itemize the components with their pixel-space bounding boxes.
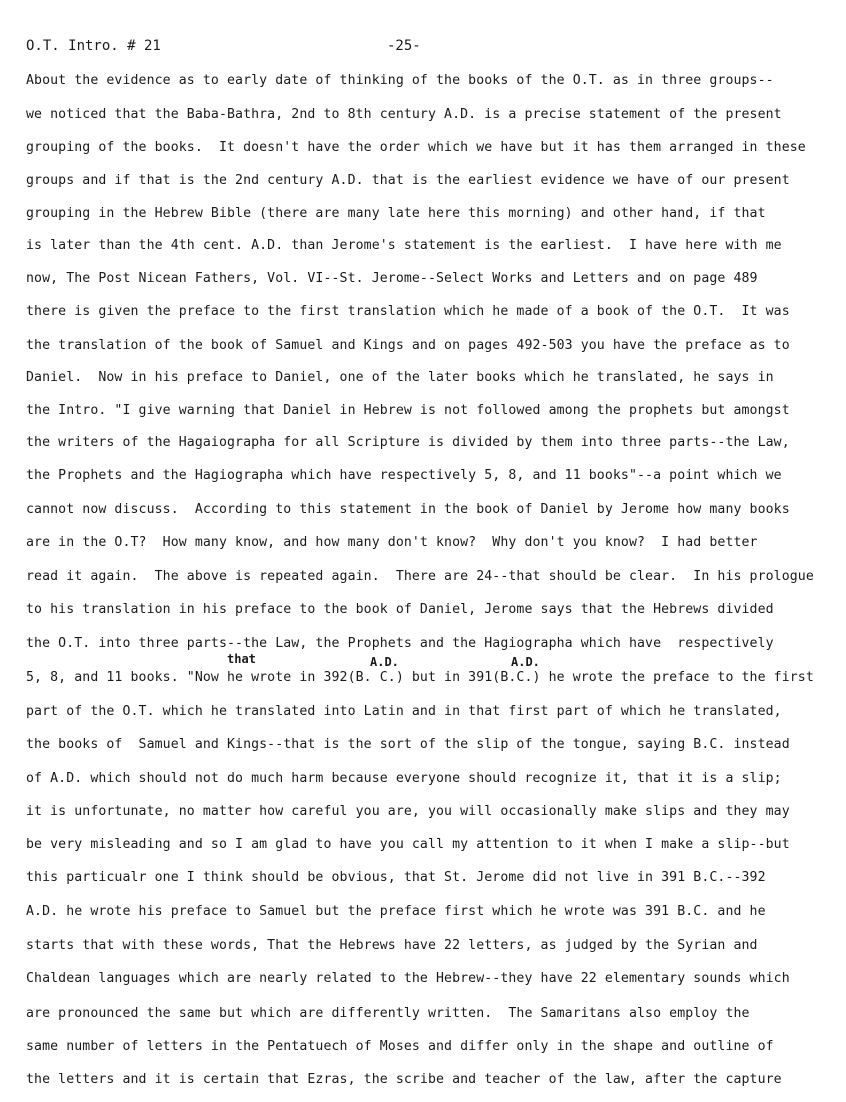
- text-line: starts that with these words, That the Hebrews have 22 letters, as judged by the Syrian and: [26, 938, 758, 953]
- text-line: the translation of the book of Samuel and Kings and on pages 492-503 you have the preface as to: [26, 338, 790, 353]
- text-line: 5, 8, and 11 books. "Now he wrote in 392(B. C.) but in 391(B.C.) he wrote the preface to the first: [26, 670, 814, 685]
- text-line: the letters and it is certain that Ezras, the scribe and teacher of the law, after the capture: [26, 1072, 782, 1087]
- text-line: Chaldean languages which are nearly related to the Hebrew--they have 22 elementary sounds which: [26, 971, 790, 986]
- text-line: the Intro. "I give warning that Daniel in Hebrew is not followed among the prophets but amongst: [26, 403, 790, 418]
- text-line: the books of Samuel and Kings--that is the sort of the slip of the tongue, saying B.C. instead: [26, 737, 790, 752]
- text-line: we noticed that the Baba-Bathra, 2nd to 8th century A.D. is a precise statement of the present: [26, 107, 782, 122]
- text-line: About the evidence as to early date of thinking of the books of the O.T. as in three groups--: [26, 73, 774, 88]
- document-header-title: O.T. Intro. # 21: [26, 38, 161, 54]
- handwritten-insertion: that: [227, 652, 256, 666]
- text-line: it is unfortunate, no matter how careful you are, you will occasionally make slips and they may: [26, 804, 790, 819]
- text-line: cannot now discuss. According to this statement in the book of Daniel by Jerome how many books: [26, 502, 790, 517]
- page-number: -25-: [387, 38, 421, 54]
- text-line: this particualr one I think should be obvious, that St. Jerome did not live in 391 B.C.--392: [26, 870, 766, 885]
- text-line: same number of letters in the Pentatuech of Moses and differ only in the shape and outline of: [26, 1039, 774, 1054]
- text-line: now, The Post Nicean Fathers, Vol. VI--St. Jerome--Select Works and Letters and on page 489: [26, 271, 758, 286]
- text-line: be very misleading and so I am glad to have you call my attention to it when I make a slip--but: [26, 837, 790, 852]
- text-line: Daniel. Now in his preface to Daniel, one of the later books which he translated, he says in: [26, 370, 774, 385]
- text-line: read it again. The above is repeated again. There are 24--that should be clear. In his prologue: [26, 569, 814, 584]
- text-line: the O.T. into three parts--the Law, the Prophets and the Hagiographa which have respectively: [26, 636, 774, 651]
- text-line: part of the O.T. which he translated into Latin and in that first part of which he translated,: [26, 704, 782, 719]
- text-line: are in the O.T? How many know, and how many don't know? Why don't you know? I had better: [26, 535, 758, 550]
- text-line: are pronounced the same but which are differently written. The Samaritans also employ the: [26, 1006, 750, 1021]
- text-line: to his translation in his preface to the book of Daniel, Jerome says that the Hebrews divided: [26, 602, 774, 617]
- text-line: grouping in the Hebrew Bible (there are many late here this morning) and other hand, if that: [26, 206, 766, 221]
- text-line: the Prophets and the Hagiographa which have respectively 5, 8, and 11 books"--a point which we: [26, 468, 782, 483]
- text-line: groups and if that is the 2nd century A.D. that is the earliest evidence we have of our present: [26, 173, 790, 188]
- text-line: the writers of the Hagaiographa for all Scripture is divided by them into three parts--the Law,: [26, 435, 790, 450]
- text-line: grouping of the books. It doesn't have the order which we have but it has them arranged in these: [26, 140, 806, 155]
- handwritten-insertion: A.D.: [511, 655, 540, 669]
- text-line: of A.D. which should not do much harm because everyone should recognize it, that it is a slip;: [26, 771, 782, 786]
- text-line: there is given the preface to the first translation which he made of a book of the O.T. It was: [26, 304, 790, 319]
- text-line: is later than the 4th cent. A.D. than Jerome's statement is the earliest. I have here with me: [26, 238, 782, 253]
- handwritten-insertion: A.D.: [370, 655, 399, 669]
- text-line: A.D. he wrote his preface to Samuel but the preface first which he wrote was 391 B.C. and he: [26, 904, 766, 919]
